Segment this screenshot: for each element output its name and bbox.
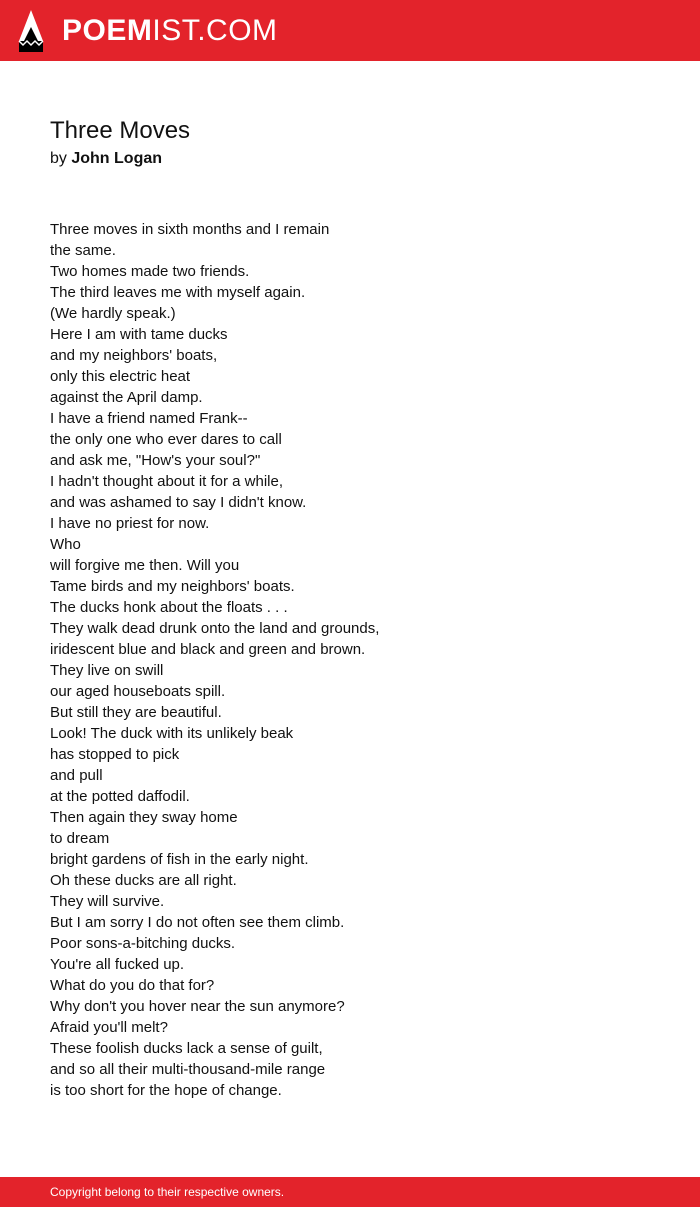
poem-line: Then again they sway home <box>50 809 238 826</box>
poem-line: I have a friend named Frank-- <box>50 410 248 427</box>
poem-line: and my neighbors' boats, <box>50 347 218 364</box>
byline <box>50 148 162 170</box>
poem-line: at the potted daffodil. <box>50 788 190 805</box>
poem-line: Two homes made two friends. <box>50 263 250 280</box>
poem-line: iridescent blue and black and green and brown. <box>50 641 366 658</box>
poem-line: has stopped to pick <box>50 746 180 763</box>
poem-line: the only one who ever dares to call <box>50 431 282 448</box>
copyright-notice: Copyright belong to their respective owners. <box>50 1185 285 1199</box>
poem-line: Three moves in sixth months and I remain <box>50 221 330 238</box>
brand-name-bold: POEM <box>62 14 153 47</box>
poem-line: and was ashamed to say I didn't know. <box>50 494 307 511</box>
poem-line: Who <box>50 536 81 553</box>
poem-line: They will survive. <box>50 893 165 910</box>
poem-line: will forgive me then. Will you <box>50 557 240 574</box>
poem-line: is too short for the hope of change. <box>50 1082 282 1099</box>
site-logo[interactable] <box>18 9 278 53</box>
poem-line: The third leaves me with myself again. <box>50 284 306 301</box>
poem-line: and ask me, "How's your soul?" <box>50 452 261 469</box>
poem-line: Here I am with tame ducks <box>50 326 228 343</box>
poem-line: the same. <box>50 242 116 259</box>
poem-line: Poor sons-a-bitching ducks. <box>50 935 236 952</box>
poem-title: Three Moves <box>50 117 191 144</box>
poem-line: I have no priest for now. <box>50 515 210 532</box>
poem-line: Tame birds and my neighbors' boats. <box>50 578 295 595</box>
poem-line: Look! The duck with its unlikely beak <box>50 725 294 742</box>
poem-line: You're all fucked up. <box>50 956 185 973</box>
poem-line: (We hardly speak.) <box>50 305 176 322</box>
poem-line: They walk dead drunk onto the land and grounds, <box>50 620 380 637</box>
brand-name-light: IST.COM <box>152 14 278 47</box>
poem-line: But I am sorry I do not often see them climb. <box>50 914 345 931</box>
site-header <box>0 0 700 61</box>
poem-line: What do you do that for? <box>50 977 215 994</box>
poem-line: Afraid you'll melt? <box>50 1019 168 1036</box>
byline-prefix: by <box>50 150 67 167</box>
poem-line: Oh these ducks are all right. <box>50 872 237 889</box>
poem-line: They live on swill <box>50 662 164 679</box>
poem-line: against the April damp. <box>50 389 203 406</box>
site-footer <box>0 1177 700 1207</box>
poem-line: bright gardens of fish in the early night. <box>50 851 309 868</box>
poem-line: The ducks honk about the floats . . . <box>50 599 288 616</box>
poem-line: These foolish ducks lack a sense of guilt, <box>50 1040 323 1057</box>
poem-line: to dream <box>50 830 110 847</box>
poem-line: But still they are beautiful. <box>50 704 222 721</box>
poem-line: I hadn't thought about it for a while, <box>50 473 284 490</box>
poem-body <box>50 219 379 1101</box>
poem-line: our aged houseboats spill. <box>50 683 226 700</box>
poem-line: only this electric heat <box>50 368 191 385</box>
poem-line: Why don't you hover near the sun anymore? <box>50 998 345 1015</box>
poem-line: and so all their multi-thousand-mile range <box>50 1061 326 1078</box>
poem-line: and pull <box>50 767 103 784</box>
brand-name <box>62 9 278 53</box>
author-name: John Logan <box>71 150 163 167</box>
pencil-tip-icon <box>18 10 44 52</box>
